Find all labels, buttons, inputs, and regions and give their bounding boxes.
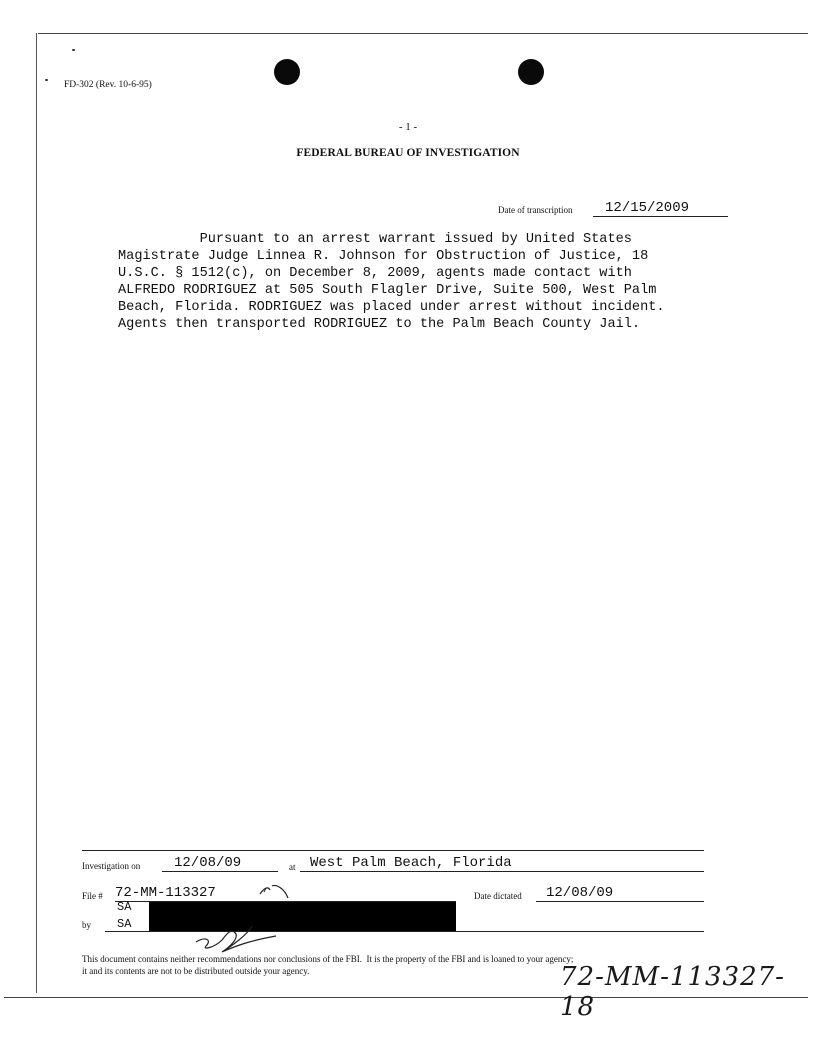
file-number: 72-MM-113327 [115,884,456,902]
disclaimer-line: it and its contents are not to be distributed outside your agency. [82,966,310,976]
file-number-label: File # [82,891,103,901]
scan-speck [72,49,75,51]
scan-speck [45,79,48,81]
date-dictated: 12/08/09 [536,884,704,902]
agency-title: FEDERAL BUREAU OF INVESTIGATION [296,147,520,159]
agent-title-1: SA [117,900,132,914]
punch-hole-left [274,59,300,85]
transcription-date-label: Date of transcription [498,205,573,215]
initials-mark [258,882,292,902]
narrative-line: ALFREDO RODRIGUEZ at 505 South Flagler Drive, Suite 500, West Palm [118,283,657,298]
page-number: - 1 - [398,121,418,133]
transcription-date-value: 12/15/2009 [593,199,728,217]
agent-title-2: SA [117,917,132,931]
narrative-line: Agents then transported RODRIGUEZ to the Palm Beach County Jail. [118,317,641,332]
scan-edge-stub [4,997,38,998]
scan-edge-left [36,33,37,993]
narrative-line: Magistrate Judge Linnea R. Johnson for Obstruction of Justice, 18 [118,249,649,264]
form-id: FD-302 (Rev. 10-6-95) [64,80,152,90]
punch-hole-right [518,59,544,85]
investigation-label: Investigation on [82,861,141,871]
date-dictated-label: Date dictated [474,891,522,901]
investigation-location: West Palm Beach, Florida [300,854,704,872]
disclaimer-line: This document contains neither recommendations nor conclusions of the FBI. It is the property of the FBI and is loaned to your agency; [82,954,574,964]
narrative-body [118,231,665,333]
narrative-line: Pursuant to an arrest warrant issued by United States [118,232,632,247]
narrative-line: Beach, Florida. RODRIGUEZ was placed under arrest without incident. [118,300,665,315]
by-label: by [82,920,91,930]
investigation-date: 12/08/09 [162,854,278,872]
narrative-line: U.S.C. § 1512(c), on December 8, 2009, agents made contact with [118,266,632,281]
at-label: at [289,862,296,872]
footer-divider [82,850,704,851]
scan-edge-top [38,33,808,34]
disclaimer [82,953,573,977]
handwritten-file-number: 72-MM-113327-18 [560,962,785,1022]
